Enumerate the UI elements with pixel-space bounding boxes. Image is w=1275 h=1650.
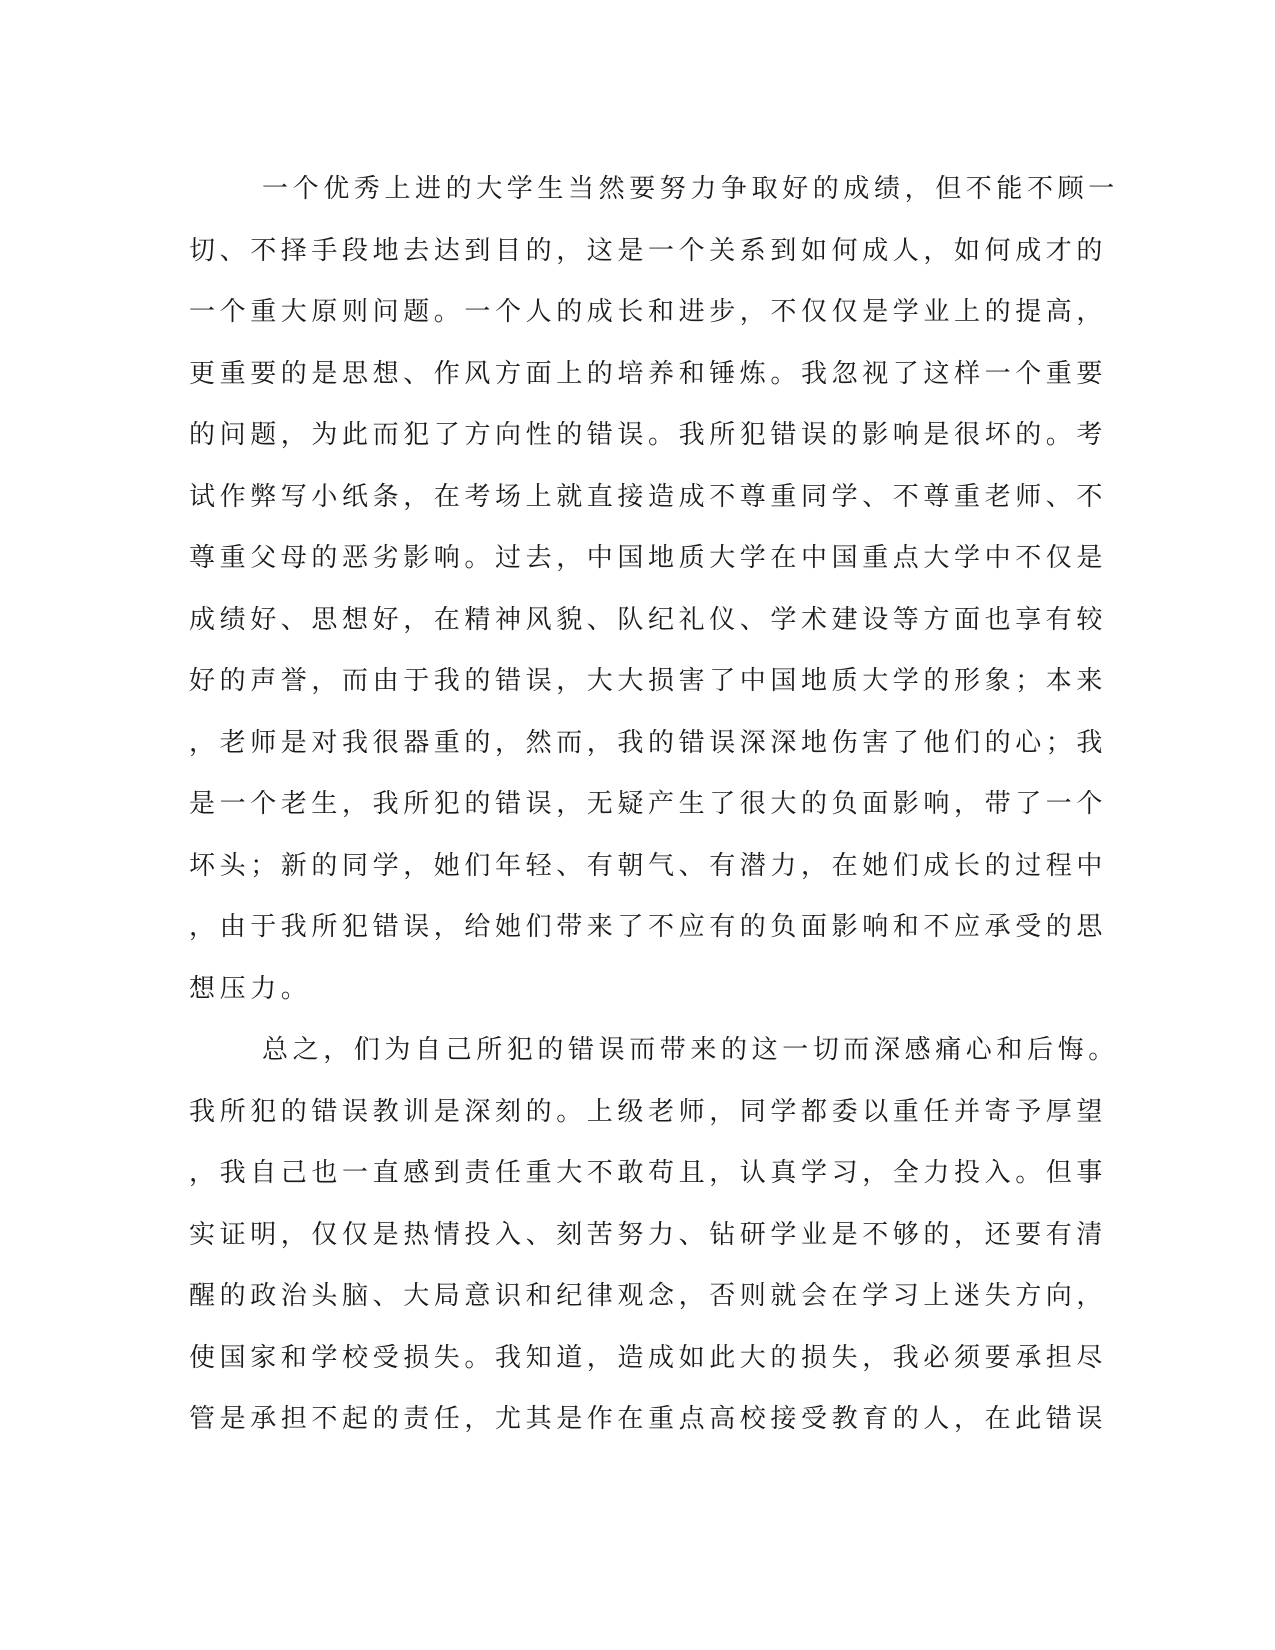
text-line: ，由于我所犯错误，给她们带来了不应有的负面影响和不应承受的思 — [189, 912, 1108, 942]
text-line: 是一个老生，我所犯的错误，无疑产生了很大的负面影响，带了一个 — [189, 789, 1108, 819]
text-line: 总之，们为自己所犯的错误而带来的这一切而深感痛心和后悔。 — [262, 1035, 1119, 1065]
text-line: ，我自己也一直感到责任重大不敢苟且，认真学习，全力投入。但事 — [189, 1158, 1108, 1188]
text-line: 一个优秀上进的大学生当然要努力争取好的成绩，但不能不顾一 — [262, 174, 1119, 204]
text-line: ，老师是对我很器重的，然而，我的错误深深地伤害了他们的心；我 — [189, 727, 1108, 758]
text-line: 更重要的是思想、作风方面上的培养和锤炼。我忽视了这样一个重要 — [189, 358, 1108, 389]
paragraph-2 — [189, 1020, 1119, 1451]
text-line: 尊重父母的恶劣影响。过去，中国地质大学在中国重点大学中不仅是 — [189, 543, 1108, 573]
text-line: 成绩好、思想好，在精神风貌、队纪礼仪、学术建设等方面也享有较 — [189, 604, 1108, 635]
text-line: 我所犯的错误教训是深刻的。上级老师，同学都委以重任并寄予厚望 — [189, 1096, 1108, 1127]
text-line: 切、不择手段地去达到目的，这是一个关系到如何成人，如何成才的 — [189, 235, 1108, 266]
text-line: 一个重大原则问题。一个人的成长和进步，不仅仅是学业上的提高， — [189, 297, 1108, 327]
text-line: 想压力。 — [189, 973, 312, 1004]
text-line: 的问题，为此而犯了方向性的错误。我所犯错误的影响是很坏的。考 — [189, 420, 1108, 450]
paragraph-1 — [189, 159, 1119, 1020]
text-line: 实证明，仅仅是热情投入、刻苦努力、钻研学业是不够的，还要有清 — [189, 1219, 1108, 1250]
text-line: 坏头；新的同学，她们年轻、有朝气、有潜力，在她们成长的过程中 — [189, 850, 1108, 881]
text-line: 使国家和学校受损失。我知道，造成如此大的损失，我必须要承担尽 — [189, 1342, 1108, 1373]
text-line: 管是承担不起的责任，尤其是作在重点高校接受教育的人，在此错误 — [189, 1404, 1108, 1434]
text-line: 好的声誉，而由于我的错误，大大损害了中国地质大学的形象；本来 — [189, 666, 1108, 696]
text-line: 醒的政治头脑、大局意识和纪律观念，否则就会在学习上迷失方向， — [189, 1281, 1108, 1311]
document-body — [189, 159, 1119, 1451]
text-line: 试作弊写小纸条，在考场上就直接造成不尊重同学、不尊重老师、不 — [189, 481, 1108, 512]
